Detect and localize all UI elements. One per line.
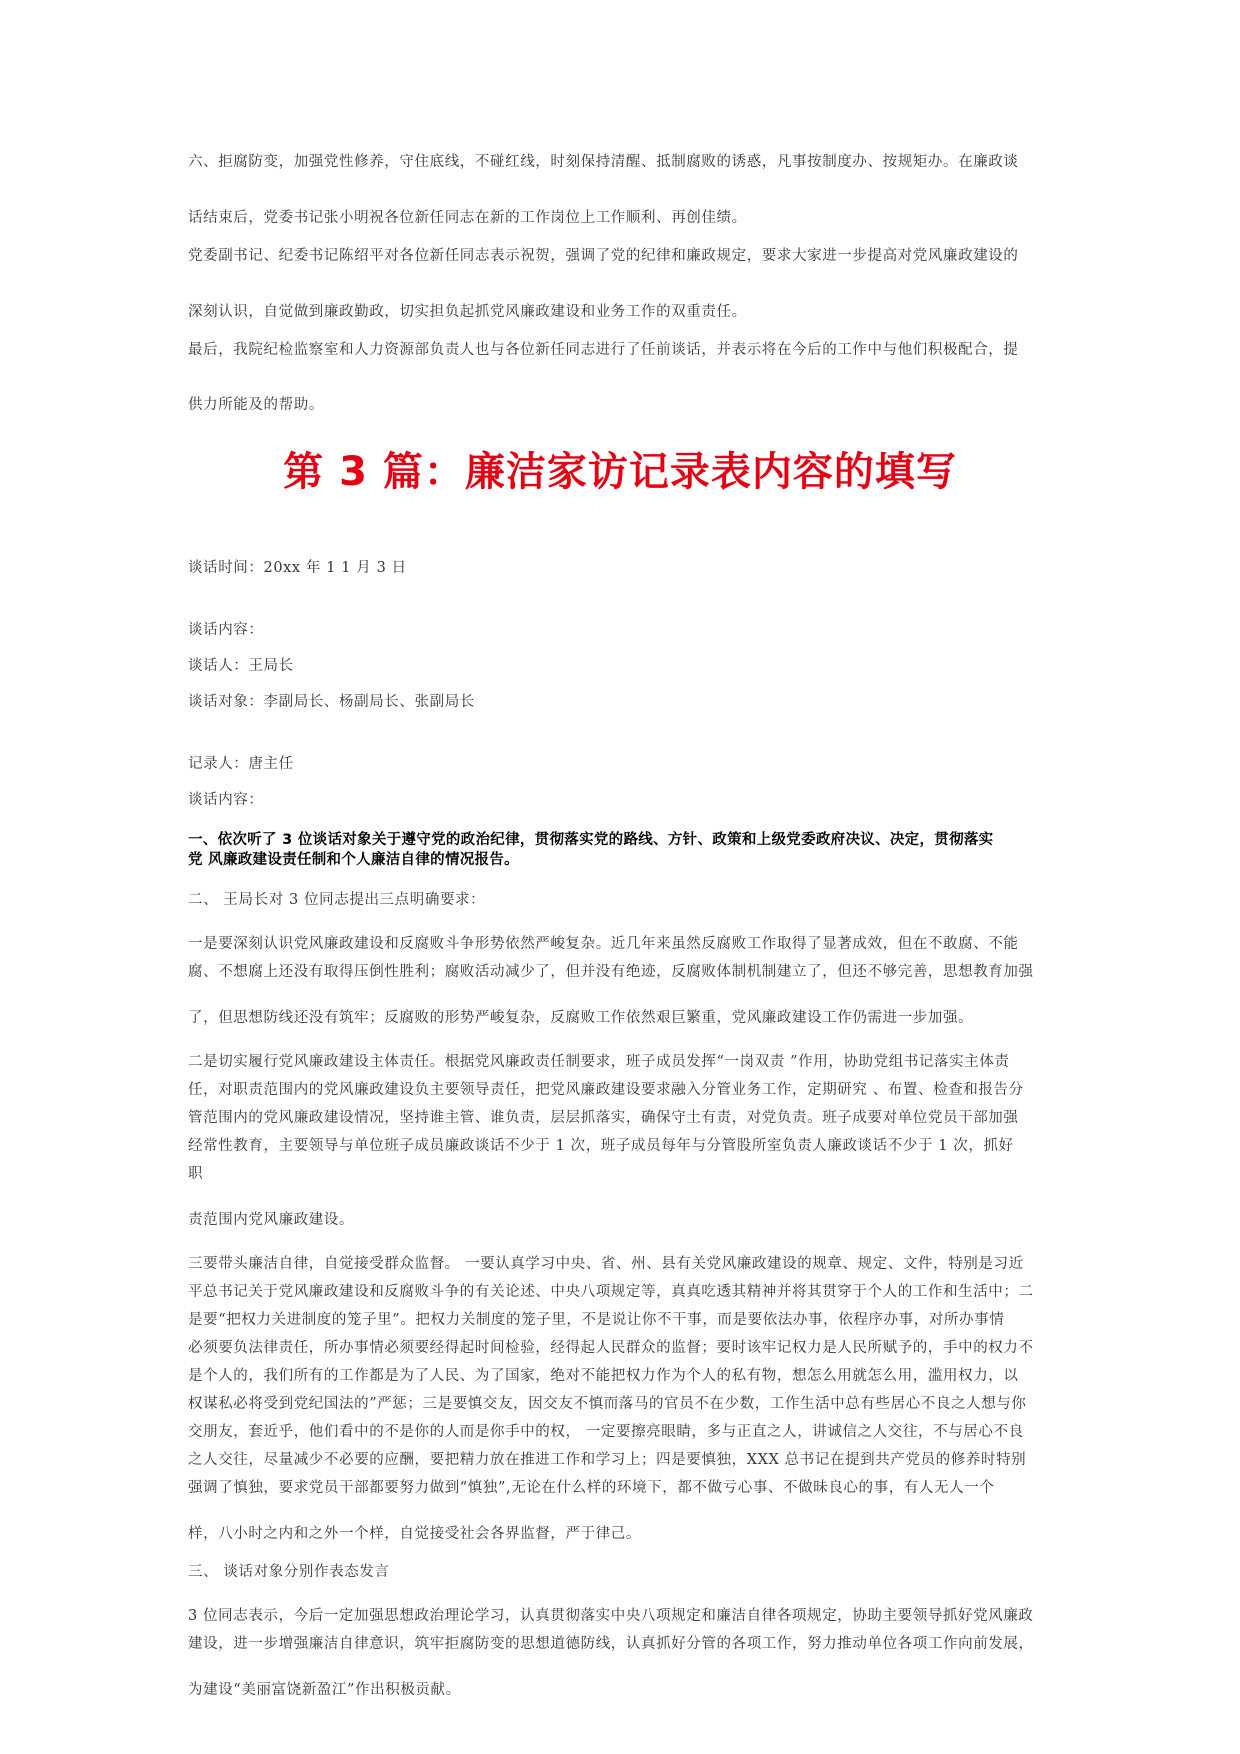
requirement-three-line: 是个人的，我们所有的工作都是为了人民、为了国家，绝对不能把权力作为个人的私有物，想怎么用就怎么用，滥用权力，以 [188,1368,1019,1384]
statement-line: 3 位同志表示，今后一定加强思想政治理论学习，认真贯彻落实中央八项规定和廉洁自律各项规定，协助主要领导抓好党风廉政 [188,1608,1034,1624]
requirement-three-line: 三要带头廉洁自律，自觉接受群众监督。 一要认真学习中央、省、州、县有关党风廉政建设的规章、规定、文件，特别是习近 [188,1256,1024,1272]
requirement-three-line: 强调了慎独，要求党员干部都要努力做到“慎独”,无论在什么样的环境下，都不做亏心事、不做昧良心的事，有人无人一个 [188,1480,995,1496]
recorder: 记录人：唐主任 [188,756,294,772]
section-two-title: 二、 王局长对 3 位同志提出三点明确要求： [188,892,486,908]
statement-line: 建设，进一步增强廉洁自律意识，筑牢拒腐防变的思想道德防线，认真抓好分管的各项工作，努力推动单位各项工作向前发展， [188,1636,1034,1652]
intro-line: 六、拒腐防变，加强党性修养，守住底线，不碰红线，时刻保持清醒、抵制腐败的诱惑，凡事按制度办、按规矩办。在廉政谈 [188,154,1019,170]
requirement-three-line: 之人交往，尽量减少不必要的应酬，要把精力放在推进工作和学习上；四是要慎独，XXX 总书记在提到共产党员的修养时特别 [188,1452,1027,1468]
section-heading: 第 3 篇：廉洁家访记录表内容的填写 [283,449,957,495]
talk-targets: 谈话对象：李副局长、杨副局长、张副局长 [188,694,475,710]
talk-time: 谈话时间：20xx 年 1 1 月 3 日 [188,560,407,576]
section-one-line: 党 风廉政建设责任制和个人廉洁自律的情况报告。 [188,852,519,868]
intro-line: 党委副书记、纪委书记陈绍平对各位新任同志表示祝贺，强调了党的纪律和廉政规定，要求大家进一步提高对党风廉政建设的 [188,248,1019,264]
speaker: 谈话人：王局长 [188,658,294,674]
intro-line: 供力所能及的帮助。 [188,397,324,413]
requirement-one-line: 了，但思想防线还没有筑牢；反腐败的形势严峻复杂，反腐败工作依然艰巨繁重，党风廉政建设工作仍需进一步加强。 [188,1010,974,1026]
requirement-three-line: 必须要负法律责任，所办事情必须要经得起时间检验，经得起人民群众的监督；要时该牢记权力是人民所赋予的，手中的权力不 [188,1340,1034,1356]
requirement-two-line: 责范围内党风廉政建设。 [188,1212,355,1228]
intro-line: 最后，我院纪检监察室和人力资源部负责人也与各位新任同志进行了任前谈话，并表示将在今后的工作中与他们积极配合，提 [188,342,1019,358]
requirement-three-line: 样，八小时之内和之外一个样，自觉接受社会各界监督，严于律己。 [188,1526,641,1542]
requirement-one-line: 腐、不想腐上还没有取得压倒性胜利；腐败活动减少了，但并没有绝迹，反腐败体制机制建立了，但还不够完善，思想教育加强 [188,964,1034,980]
intro-line: 话结束后，党委书记张小明祝各位新任同志在新的工作岗位上工作顺利、再创佳绩。 [188,210,747,226]
requirement-two-line: 职 [188,1166,204,1182]
requirement-three-line: 平总书记关于党风廉政建设和反腐败斗争的有关论述、中央八项规定等，真真吃透其精神并将其贯穿于个人的工作和生活中；二 [188,1284,1034,1300]
requirement-two-line: 任，对职责范围内的党风廉政建设负主要领导责任，把党风廉政建设要求融入分管业务工作，定期研究 、布置、检查和报告分 [188,1082,1024,1098]
requirement-two-line: 经常性教育，主要领导与单位班子成员廉政谈话不少于 1 次，班子成员每年与分管股所室负责人廉政谈话不少于 1 次，抓好 [188,1138,1014,1154]
content-label: 谈话内容： [188,792,264,808]
section-three-title: 三、 谈话对象分别作表态发言 [188,1564,390,1580]
section-one-line: 一、依次听了 3 位谈话对象关于遵守党的政治纪律，贯彻落实党的路线、方针、政策和上级党委政府决议、决定，贯彻落实 [188,832,994,848]
requirement-three-line: 交朋友，套近乎，他们看中的不是你的人而是你手中的权， 一定要擦亮眼睛，多与正直之人，讲诚信之人交往，不与居心不良 [188,1424,1024,1440]
requirement-one-line: 一是要深刻认识党风廉政建设和反腐败斗争形势依然严峻复杂。近几年来虽然反腐败工作取得了显著成效，但在不敢腐、不能 [188,936,1019,952]
intro-line: 深刻认识，自觉做到廉政勤政，切实担负起抓党风廉政建设和业务工作的双重责任。 [188,304,747,320]
requirement-two-line: 管范围内的党风廉政建设情况，坚持谁主管、谁负责，层层抓落实，确保守土有责，对党负责。班子成要对单位党员干部加强 [188,1110,1019,1126]
content-label: 谈话内容： [188,622,264,638]
statement-line: 为建设“美丽富饶新盈江”作出积极贡献。 [188,1682,461,1698]
requirement-two-line: 二是切实履行党风廉政建设主体责任。根据党风廉政责任制要求，班子成员发挥“一岗双责 ”作用，协助党组书记落实主体责 [188,1054,1010,1070]
requirement-three-line: 是要“把权力关进制度的笼子里”。把权力关制度的笼子里，不是说让你不干事，而是要依法办事，依程序办事，对所办事情 [188,1312,1005,1328]
requirement-three-line: 权谋私必将受到党纪国法的”严惩；三是要慎交友，因交友不慎而落马的官员不在少数，工作生活中总有些居心不良之人想与你 [188,1396,1027,1412]
